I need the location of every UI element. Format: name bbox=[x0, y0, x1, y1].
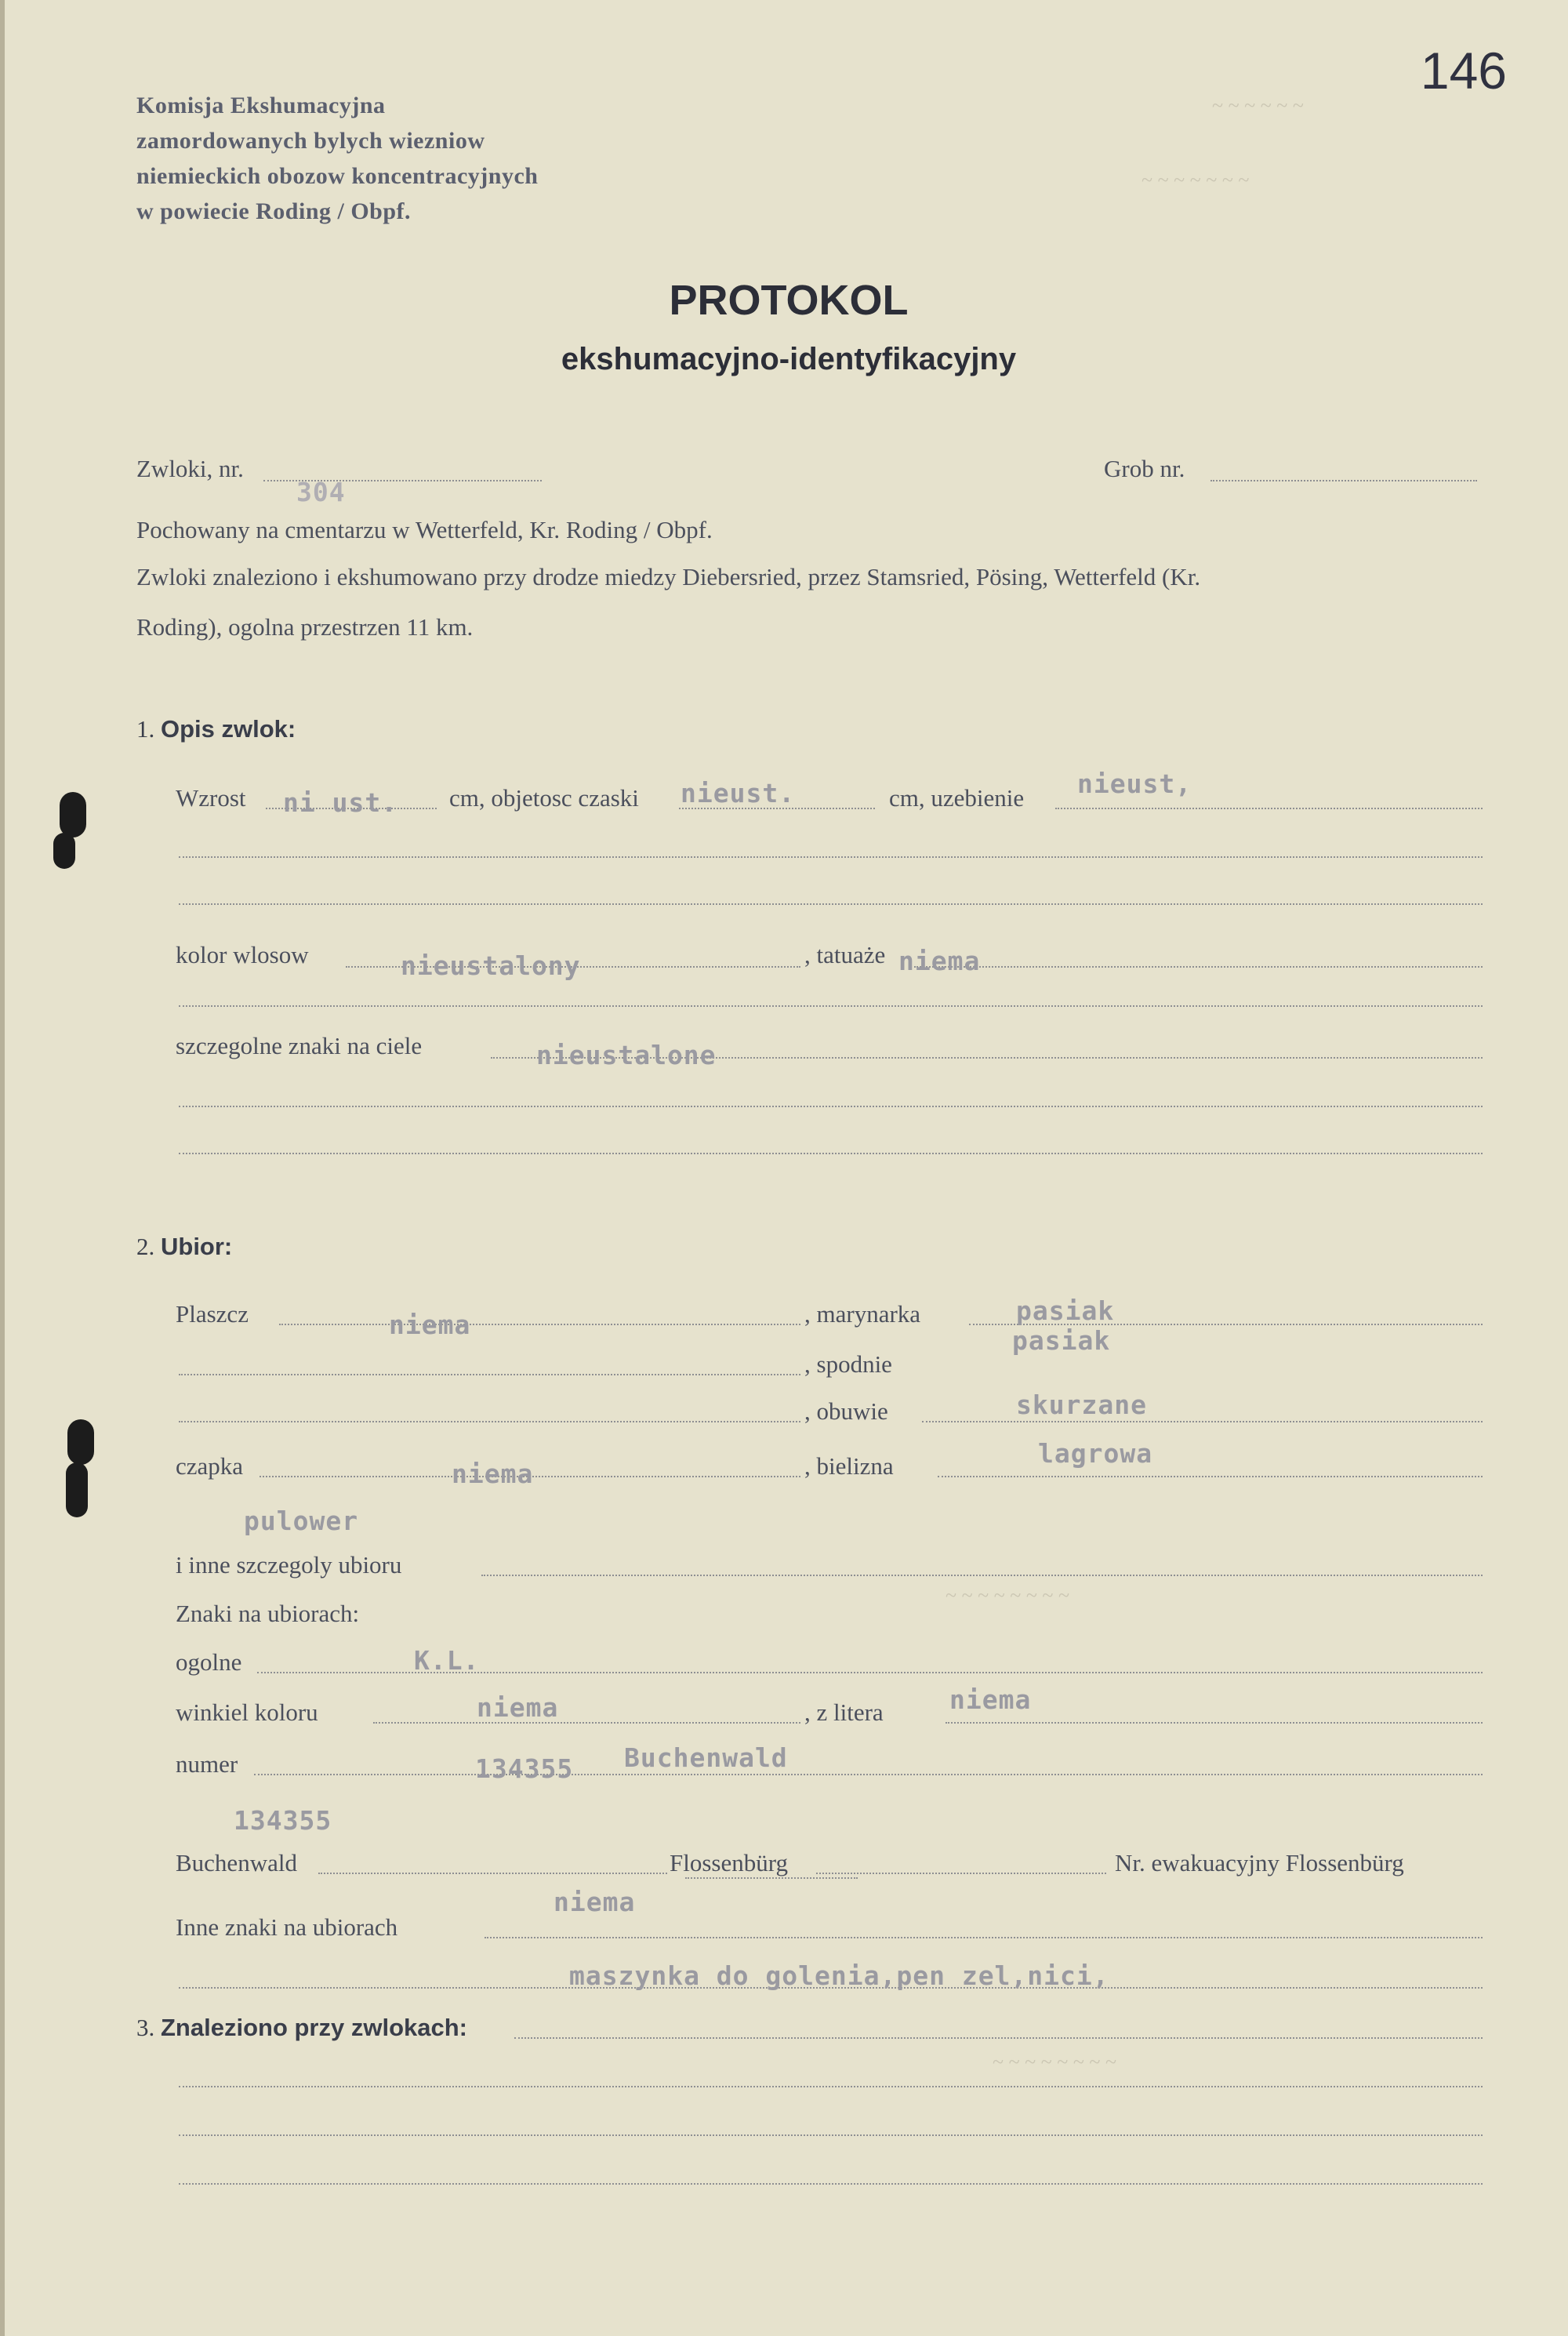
coat-label: Plaszcz bbox=[176, 1300, 249, 1328]
blank-line bbox=[179, 1374, 800, 1375]
special-marks-value: nieustalone bbox=[536, 1040, 717, 1070]
other-marks-label: Inne znaki na ubiorach bbox=[176, 1913, 398, 1941]
shoes-label: , obuwie bbox=[804, 1397, 888, 1425]
cap-label: czapka bbox=[176, 1452, 244, 1480]
header-line-2: zamordowanych bylych wiezniow bbox=[136, 128, 485, 154]
jacket-value: pasiak bbox=[1016, 1295, 1115, 1326]
page-number: 146 bbox=[1420, 42, 1507, 100]
blank-line bbox=[179, 1153, 1483, 1154]
section-2-title: Ubior: bbox=[161, 1233, 233, 1260]
pullover-value: pulower bbox=[244, 1506, 359, 1536]
underwear-value: lagrowa bbox=[1038, 1438, 1153, 1469]
section-2-number: 2. bbox=[136, 1233, 155, 1260]
triangle-color-label: winkiel koloru bbox=[176, 1698, 318, 1726]
section-3-title: Znaleziono przy zwlokach: bbox=[161, 2014, 467, 2041]
shoes-line bbox=[922, 1421, 1483, 1422]
jacket-label: , marynarka bbox=[804, 1300, 921, 1328]
blank-line bbox=[179, 1005, 1483, 1007]
blank-line bbox=[179, 856, 1483, 858]
prisoner-number-camp: Buchenwald bbox=[624, 1742, 788, 1773]
height-label: Wzrost bbox=[176, 784, 246, 812]
punch-hole-top-lower bbox=[53, 833, 75, 869]
general-marks-value: K.L. bbox=[414, 1645, 480, 1676]
punch-hole-bottom-lower bbox=[66, 1462, 88, 1517]
trousers-label: , spodnie bbox=[804, 1350, 892, 1378]
general-marks-label: ogolne bbox=[176, 1648, 242, 1676]
teeth-line bbox=[1055, 808, 1483, 809]
number-line bbox=[254, 1774, 1483, 1775]
evacuation-number-label: Nr. ewakuacyjny Flossenbürg bbox=[1115, 1849, 1404, 1876]
page-title: PROTOKOL bbox=[669, 277, 909, 324]
prisoner-number-value-2: 134355 bbox=[234, 1805, 332, 1836]
number-label: numer bbox=[176, 1750, 238, 1778]
corpse-number-label: Zwloki, nr. bbox=[136, 455, 244, 482]
flossenburg-label: Flossenbürg bbox=[670, 1849, 789, 1876]
tattoo-value: niema bbox=[898, 946, 981, 976]
punch-hole-bottom bbox=[67, 1419, 94, 1465]
letter-value: niema bbox=[949, 1684, 1032, 1715]
grave-number-line bbox=[1210, 480, 1477, 481]
blank-line bbox=[179, 1106, 1483, 1107]
other-marks-value: niema bbox=[554, 1887, 636, 1917]
prisoner-number-value: 134355 bbox=[475, 1753, 574, 1784]
shoes-value: skurzane bbox=[1016, 1390, 1147, 1420]
underwear-line bbox=[938, 1476, 1483, 1477]
corpse-number-value: 304 bbox=[296, 477, 346, 507]
flossenburg-underline bbox=[685, 1877, 858, 1879]
other-clothing-label: i inne szczegoly ubioru bbox=[176, 1551, 402, 1579]
header-line-4: w powiecie Roding / Obpf. bbox=[136, 198, 412, 224]
coat-value: niema bbox=[389, 1310, 471, 1340]
teeth-value: nieust, bbox=[1077, 768, 1192, 799]
height-value: ni ust. bbox=[283, 787, 398, 818]
tattoo-label: , tatuaże bbox=[804, 941, 886, 968]
section-3-heading bbox=[136, 2014, 467, 2042]
page-subtitle: ekshumacyjno-identyfikacyjny bbox=[561, 342, 1017, 376]
blank-line bbox=[179, 1421, 800, 1422]
bleed-through-mark: ~ ~ ~ ~ ~ ~ ~ bbox=[1142, 169, 1250, 191]
punch-hole-top bbox=[60, 792, 86, 837]
section-3-number: 3. bbox=[136, 2014, 155, 2041]
triangle-color-value: niema bbox=[477, 1692, 559, 1723]
found-items-line bbox=[514, 2037, 1483, 2039]
header-line-3: niemieckich obozow koncentracyjnych bbox=[136, 163, 539, 189]
letter-line bbox=[946, 1722, 1483, 1724]
blank-line bbox=[179, 2183, 1483, 2185]
other-clothing-line bbox=[481, 1575, 1483, 1576]
header-line-1: Komisja Ekshumacyjna bbox=[136, 93, 386, 118]
triangle-color-line bbox=[373, 1722, 800, 1724]
section-1-title: Opis zwlok: bbox=[161, 715, 296, 743]
blank-line bbox=[179, 2134, 1483, 2136]
coat-line bbox=[279, 1324, 800, 1325]
trousers-value: pasiak bbox=[1012, 1325, 1111, 1356]
section-1-number: 1. bbox=[136, 715, 155, 743]
found-items-value: maszynka do golenia,pen zel,nici, bbox=[569, 1960, 1109, 1991]
cm-skull-label: cm, objetosc czaski bbox=[449, 784, 639, 812]
hair-color-value: nieustalony bbox=[401, 950, 581, 981]
other-marks-line bbox=[485, 1937, 1483, 1938]
bleed-through-mark: ~ ~ ~ ~ ~ ~ bbox=[1212, 94, 1304, 117]
burial-place-text: Pochowany na cmentarzu w Wetterfeld, Kr. Roding / Obpf. bbox=[136, 516, 713, 543]
buchenwald-label: Buchenwald bbox=[176, 1849, 297, 1876]
cap-value: niema bbox=[452, 1459, 534, 1489]
section-2-heading bbox=[136, 1233, 232, 1261]
tattoo-line bbox=[914, 966, 1483, 968]
grave-number-label: Grob nr. bbox=[1104, 455, 1185, 482]
buchenwald-line bbox=[318, 1873, 667, 1874]
flossenburg-line bbox=[816, 1873, 1106, 1874]
found-location-text: Zwloki znaleziono i ekshumowano przy drodze miedzy Diebersried, przez Stamsried, Pösing, Wetterfeld (Kr. bbox=[136, 563, 1201, 590]
underwear-label: , bielizna bbox=[804, 1452, 894, 1480]
blank-line bbox=[179, 2086, 1483, 2087]
bleed-through-mark: ~ ~ ~ ~ ~ ~ ~ ~ bbox=[993, 2051, 1117, 2073]
section-1-heading bbox=[136, 715, 296, 743]
special-marks-label: szczegolne znaki na ciele bbox=[176, 1032, 423, 1059]
cm-teeth-label: cm, uzebienie bbox=[889, 784, 1025, 812]
skull-value: nieust. bbox=[681, 778, 796, 808]
found-location-text-cont: Roding), ogolna przestrzen 11 km. bbox=[136, 613, 474, 641]
letter-label: , z litera bbox=[804, 1698, 884, 1726]
blank-line bbox=[179, 903, 1483, 905]
marks-on-clothes-label: Znaki na ubiorach: bbox=[176, 1600, 360, 1627]
hair-color-label: kolor wlosow bbox=[176, 941, 309, 968]
bleed-through-mark: ~ ~ ~ ~ ~ ~ ~ ~ bbox=[946, 1584, 1070, 1607]
